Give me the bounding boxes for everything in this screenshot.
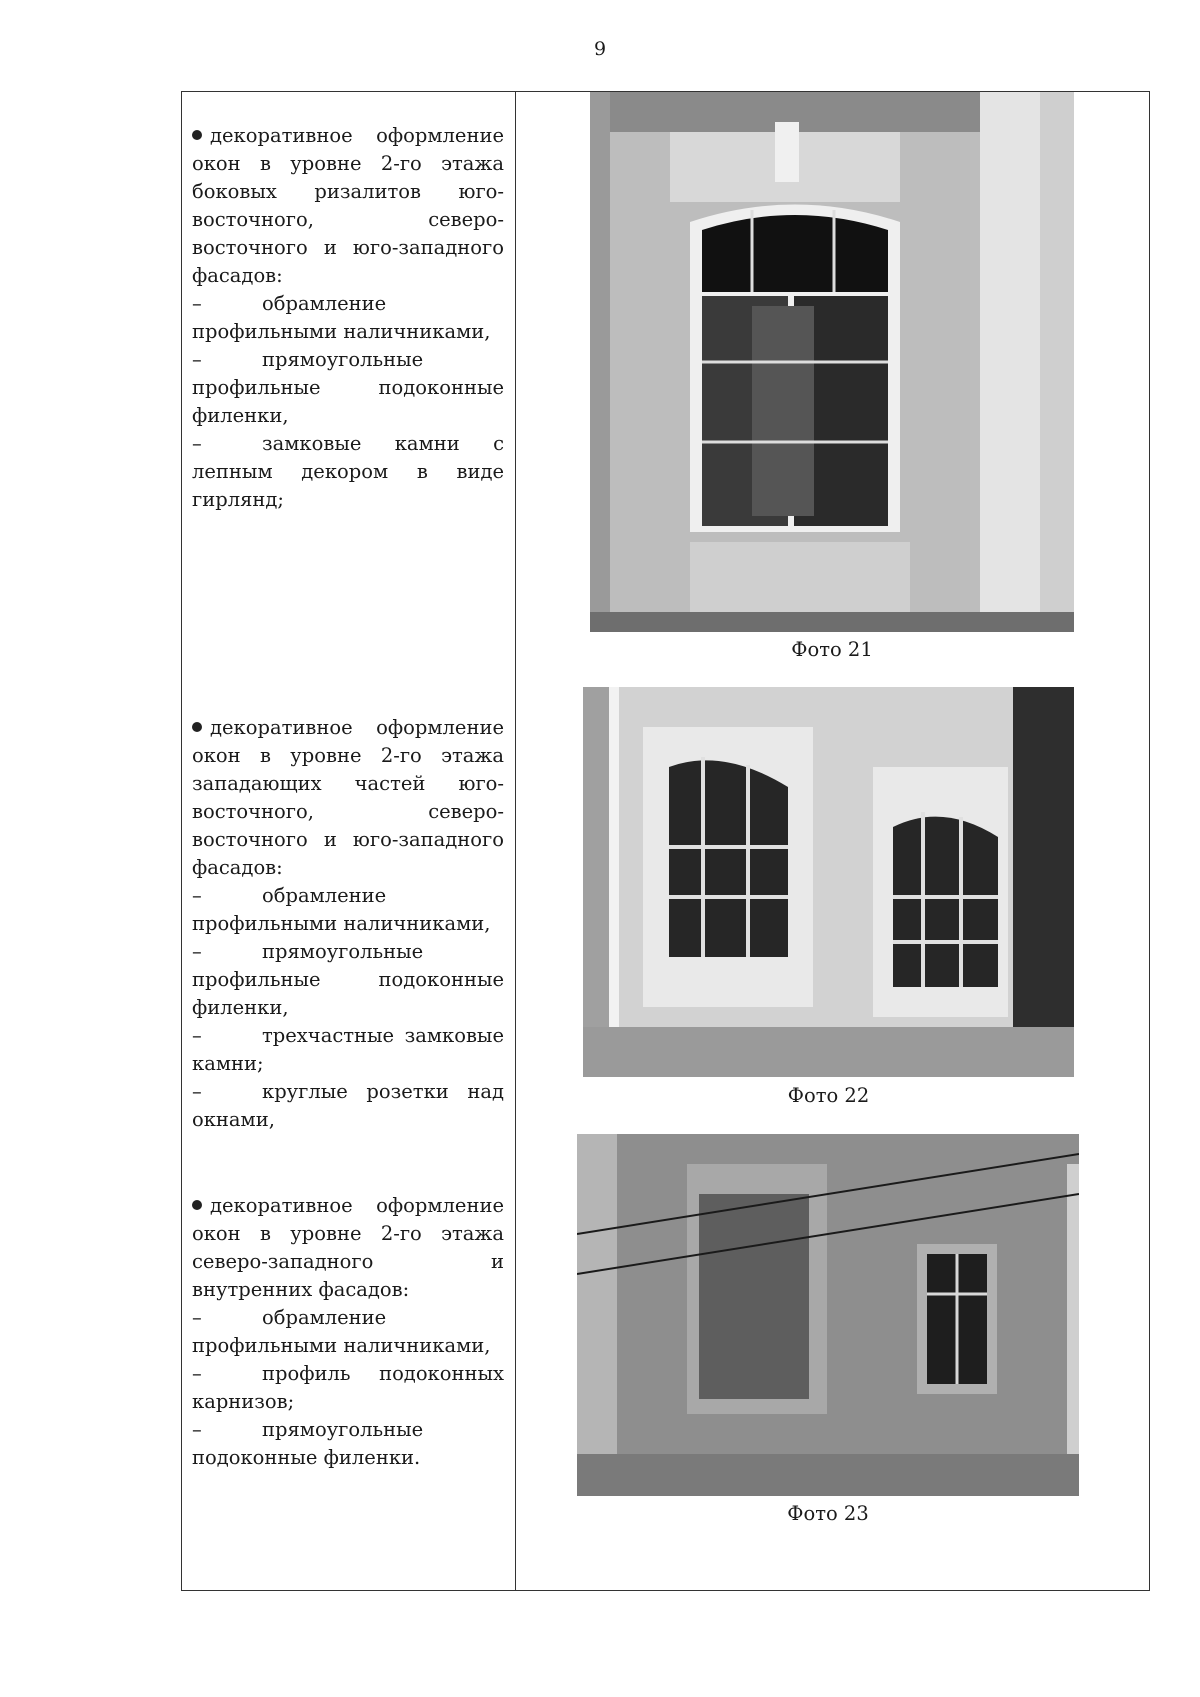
list-item: – прямоугольные профильные подоконные филенки, bbox=[192, 348, 504, 427]
list-item: – обрамление профильными наличниками, bbox=[192, 884, 491, 935]
photo-caption-22: Фото 22 bbox=[787, 1084, 870, 1107]
list-item: – замковые камни с лепным декором в виде гирлянд; bbox=[192, 432, 504, 511]
list-item: – обрамление профильными наличниками, bbox=[192, 292, 491, 343]
bullet-icon bbox=[192, 1200, 202, 1210]
photo-caption-23: Фото 23 bbox=[787, 1502, 869, 1525]
page-number: 9 bbox=[593, 38, 607, 60]
list-item: – профиль подоконных карнизов; bbox=[192, 1362, 504, 1413]
list-item: – трехчастные замковые камни; bbox=[192, 1024, 504, 1075]
list-item: – круглые розетки над окнами, bbox=[192, 1080, 504, 1131]
column-divider bbox=[515, 92, 516, 1590]
list-item: – прямоугольные профильные подоконные филенки, bbox=[192, 940, 504, 1019]
item-window-decoration-2 bbox=[192, 714, 504, 1134]
photo-caption-21: Фото 21 bbox=[791, 638, 873, 661]
photo-23 bbox=[577, 1134, 1079, 1496]
bullet-icon bbox=[192, 130, 202, 140]
item-title: декоративное оформление окон в уровне 2-го этажа западающих частей юго-восточного, северо-восточного и юго-западного фасадов: bbox=[192, 716, 504, 879]
item-window-decoration-1 bbox=[192, 122, 504, 514]
photo-22 bbox=[583, 687, 1074, 1077]
item-window-decoration-3 bbox=[192, 1192, 504, 1472]
item-title: декоративное оформление окон в уровне 2-го этажа боковых ризалитов юго-восточного, северо-восточного и юго-западного фасадов: bbox=[192, 124, 504, 287]
bullet-icon bbox=[192, 722, 202, 732]
list-item: – обрамление профильными наличниками, bbox=[192, 1306, 491, 1357]
list-item: – прямоугольные подоконные филенки. bbox=[192, 1418, 424, 1469]
item-title: декоративное оформление окон в уровне 2-го этажа северо-западного и внутренних фасадов: bbox=[192, 1194, 504, 1301]
photo-21 bbox=[590, 92, 1074, 632]
document-table bbox=[181, 91, 1150, 1591]
